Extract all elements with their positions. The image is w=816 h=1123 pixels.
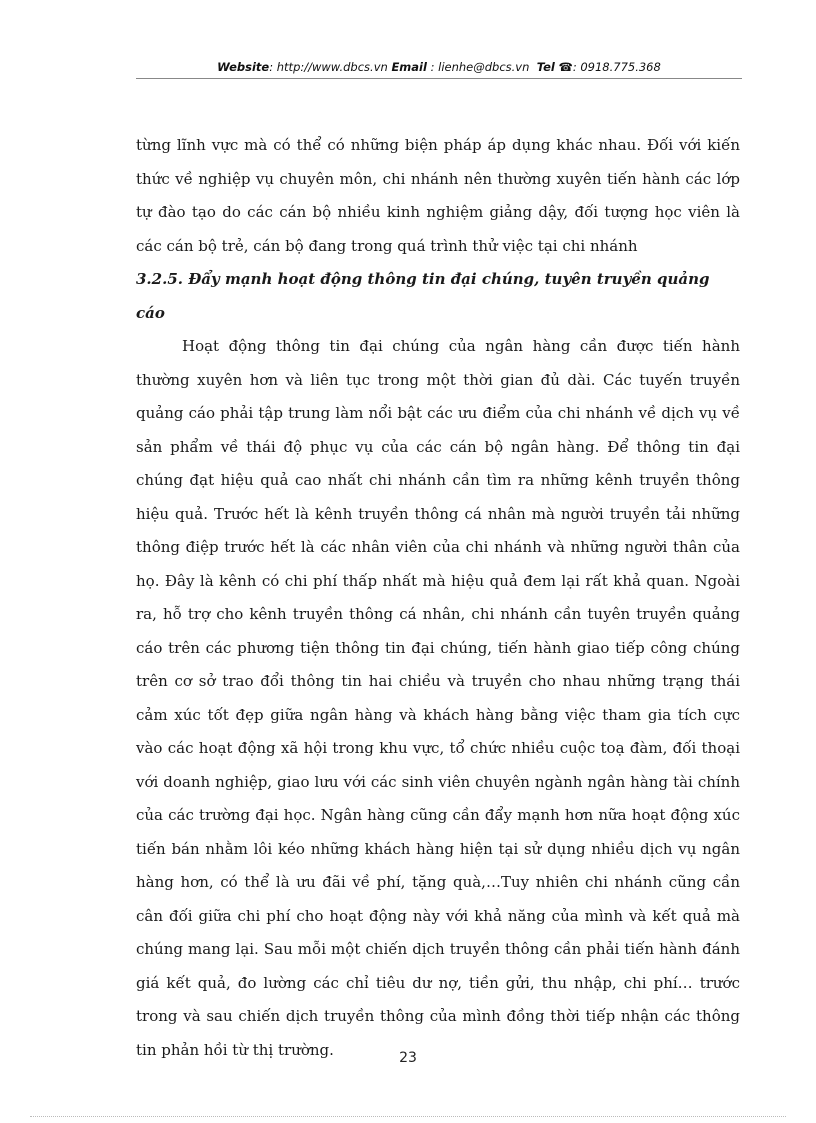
page-header <box>136 60 742 74</box>
tel-label: Tel <box>536 60 555 74</box>
intro-paragraph: từng lĩnh vực mà có thể có những biện pháp áp dụng khác nhau. Đối với kiến thức về nghiệp vụ chuyên môn, chi nhánh nên thường xuyên tiến hành các lớp tự đào tạo do các cán bộ nhiều kinh nghiệm giảng dậy, đối tượng học viên là các cán bộ trẻ, cán bộ đang trong quá trình thử việc tại chi nhánh <box>136 136 740 255</box>
website-value: : http://www.dbcs.vn <box>269 60 388 74</box>
document-body <box>136 129 740 1067</box>
body-paragraph: Hoạt động thông tin đại chúng của ngân hàng cần được tiến hành thường xuyên hơn và liên tục trong một thời gian đủ dài. Các tuyến truyền quảng cáo phải tập trung làm nổi bật các ưu điểm của chi nhánh về dịch vụ về sản phẩm về thái độ phục vụ của các cán bộ ngân hàng. Để thông tin đại chúng đạt hiệu quả cao nhất chi nhánh cần tìm ra những kênh truyền thông hiệu quả. Trước hết là kênh truyền thông cá nhân mà người truyền tải những thông điệp trước hết là các nhân viên của chi nhánh và những người thân của họ. Đây là kênh có chi phí thấp nhất mà hiệu quả đem lại rất khả quan. Ngoài ra, hỗ trợ cho kênh truyền thông cá nhân, chi nhánh cần tuyên truyền quảng cáo trên các phương tiện thông tin đại chúng, tiến hành giao tiếp công chúng trên cơ sở trao đổi thông tin hai chiều và truyền cho nhau những trạng thái cảm xúc tốt đẹp giữa ngân hàng và khách hàng bằng việc tham gia tích cực vào các hoạt động xã hội trong khu vực, tổ chức nhiều cuộc toạ đàm, đối thoại với doanh nghiệp, giao lưu với các sinh viên chuyên ngành ngân hàng tài chính của các trường đại học. Ngân hàng cũng cần đẩy mạnh hơn nữa hoạt động xúc tiến bán nhằm lôi kéo những khách hàng hiện tại sử dụng nhiều dịch vụ ngân hàng hơn, có thể là ưu đãi về phí, tặng quà,…Tuy nhiên chi nhánh cũng cần cân đối giữa chi phí cho hoạt động này với khả năng của mình và kết quả mà chúng mang lại. Sau mỗi một chiến dịch truyền thông cần phải tiến hành đánh giá kết quả, đo lường các chỉ tiêu dư nợ, tiền gửi, thu nhập, chi phí… trước trong và sau chiến dịch truyền thông của mình đồng thời tiếp nhận các thông tin phản hồi từ thị trường. <box>136 337 740 1059</box>
email-label: Email <box>391 60 427 74</box>
email-value: : lienhe@dbcs.vn <box>426 60 530 74</box>
website-label: Website <box>217 60 270 74</box>
header-divider <box>136 78 742 79</box>
tel-value: : 0918.775.368 <box>572 60 661 74</box>
bottom-divider <box>30 1116 786 1117</box>
section-heading: 3.2.5. Đẩy mạnh hoạt động thông tin đại chúng, tuyên truyền quảng cáo <box>136 270 710 322</box>
page-number: 23 <box>399 1050 417 1066</box>
phone-icon: ☎ <box>558 60 573 74</box>
